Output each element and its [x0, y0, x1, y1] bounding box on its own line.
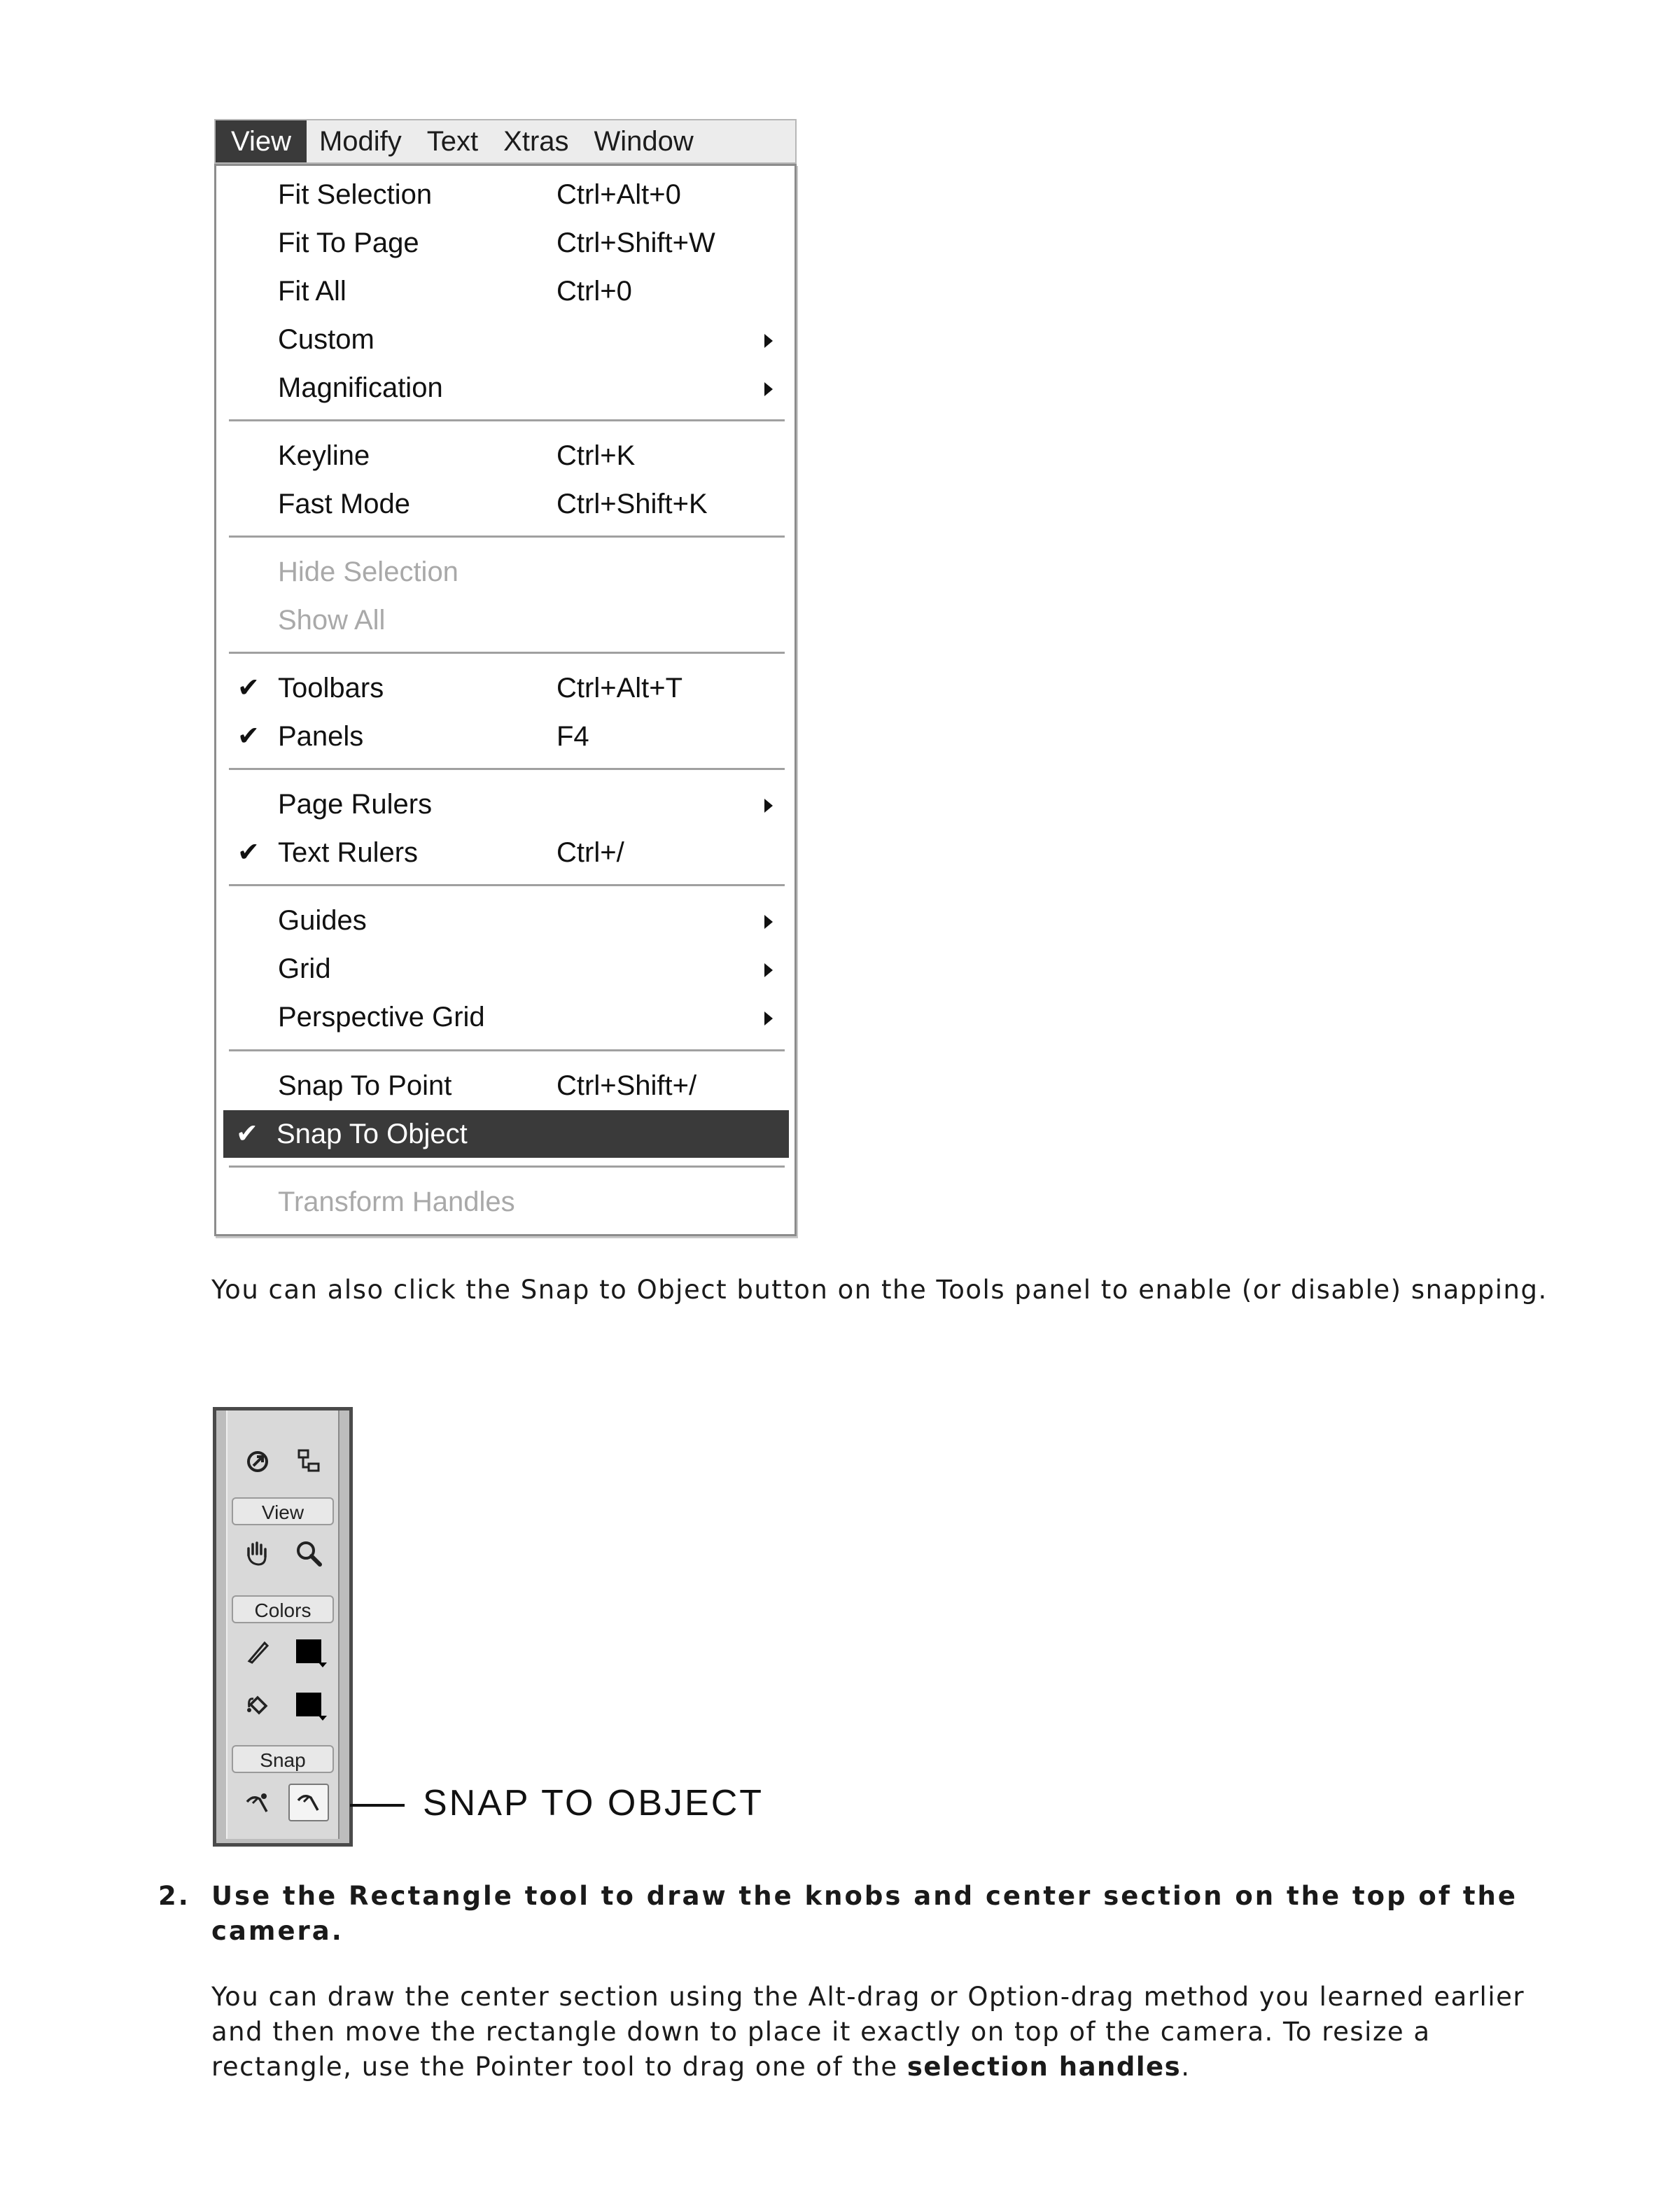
menu-item-toolbars[interactable] — [225, 664, 788, 712]
paragraph-text: You can draw the center section using the Alt-drag or Option-drag method you learned earlier and then move the rectangle down to place it exactly on top of the camera. To resize a rectangle, use the Pointer tool to drag one of the — [211, 1982, 1525, 2082]
menu-item-label: Grid — [278, 953, 331, 984]
callout-snap-to-object: SNAP TO OBJECT — [423, 1783, 764, 1823]
menu-item-label: Fit Selection — [278, 179, 433, 210]
pencil-icon[interactable] — [237, 1632, 278, 1670]
menu-item-label: Fit To Page — [278, 227, 419, 258]
menu-item-guides[interactable] — [225, 897, 788, 944]
menu-item-label: Text Rulers — [278, 837, 419, 868]
menubar-modify[interactable]: Modify — [318, 126, 402, 157]
menu-separator — [229, 884, 785, 886]
menu-item-label: Fit All — [278, 276, 346, 307]
checkmark-icon: ✔ — [237, 673, 260, 703]
submenu-arrow-icon — [764, 799, 773, 813]
view-dropdown-menu — [214, 164, 797, 1236]
checkmark-icon: ✔ — [237, 838, 260, 867]
menu-item-snap-to-point[interactable] — [225, 1062, 788, 1110]
menu-item-label: Fast Mode — [278, 489, 410, 519]
menu-item-label: Snap To Point — [278, 1070, 452, 1101]
menu-item-shortcut: Ctrl+K — [556, 440, 636, 471]
menu-item-shortcut: Ctrl+Shift+K — [556, 489, 708, 519]
checkmark-icon: ✔ — [237, 722, 260, 751]
menu-item-shortcut: Ctrl+Shift+W — [556, 227, 715, 258]
menu-item-shortcut: Ctrl+Alt+T — [556, 673, 683, 704]
menu-item-panels[interactable] — [225, 713, 788, 760]
snap-to-point-icon[interactable] — [237, 1784, 278, 1821]
menu-item-label: Guides — [278, 905, 367, 936]
menu-item-shortcut: Ctrl+/ — [556, 837, 624, 868]
menu-item-fit-all[interactable] — [225, 267, 788, 315]
menu-separator — [229, 1166, 785, 1168]
menu-item-label: Custom — [278, 324, 374, 355]
tools-section-colors: Colors — [232, 1595, 334, 1623]
tools-row-view — [232, 1531, 334, 1576]
submenu-arrow-icon — [764, 382, 773, 396]
menu-item-shortcut: Ctrl+Shift+/ — [556, 1070, 697, 1101]
menu-item-hide-selection — [225, 548, 788, 596]
menubar-text[interactable]: Text — [426, 126, 479, 157]
tools-panel-body — [226, 1410, 340, 1839]
paragraph-snap-button: You can also click the Snap to Object button on the Tools panel to enable (or disable) snapping. — [211, 1275, 1548, 1305]
menu-item-perspective-grid[interactable] — [225, 993, 788, 1041]
stroke-swatch[interactable] — [288, 1632, 329, 1670]
menu-item-grid[interactable] — [225, 945, 788, 993]
menu-item-show-all — [225, 596, 788, 644]
tools-row-snap — [232, 1780, 334, 1825]
menu-item-label: Transform Handles — [278, 1186, 515, 1217]
menu-item-label: Show All — [278, 605, 386, 636]
menu-item-snap-to-object[interactable] — [223, 1110, 789, 1158]
tools-partial-row — [232, 1416, 334, 1426]
submenu-arrow-icon — [764, 1011, 773, 1026]
menu-item-custom[interactable] — [225, 316, 788, 363]
menu-separator — [229, 1049, 785, 1051]
menu-item-label: Perspective Grid — [278, 1002, 485, 1032]
menubar-window[interactable]: Window — [594, 126, 694, 157]
menu-separator — [229, 652, 785, 654]
menu-item-keyline[interactable] — [225, 432, 788, 479]
menubar-xtras[interactable]: Xtras — [503, 126, 569, 157]
group-icon[interactable] — [288, 1442, 329, 1480]
menu-item-page-rulers[interactable] — [225, 780, 788, 828]
menu-item-shortcut: Ctrl+0 — [556, 276, 632, 307]
tools-row-fill — [232, 1682, 334, 1727]
paragraph-text-end: . — [1181, 2052, 1191, 2082]
menu-item-shortcut: Ctrl+Alt+0 — [556, 179, 681, 210]
menu-item-magnification[interactable] — [225, 364, 788, 412]
fill-swatch[interactable] — [288, 1686, 329, 1723]
menu-item-fit-to-page[interactable] — [225, 219, 788, 267]
menu-item-label: Toolbars — [278, 673, 384, 704]
step-number: 2. — [158, 1881, 190, 1911]
fill-color-swatch — [296, 1693, 321, 1716]
menu-separator — [229, 419, 785, 421]
submenu-arrow-icon — [764, 915, 773, 929]
menubar — [214, 119, 797, 164]
menu-item-shortcut: F4 — [556, 721, 589, 752]
snap-to-object-icon[interactable] — [288, 1784, 329, 1821]
tools-row-stroke — [232, 1629, 334, 1674]
menu-item-label: Panels — [278, 721, 364, 752]
menu-item-text-rulers[interactable] — [225, 829, 788, 876]
submenu-arrow-icon — [764, 334, 773, 348]
link-icon[interactable] — [237, 1442, 278, 1480]
tools-panel-screenshot — [213, 1407, 353, 1847]
menu-item-label: Hide Selection — [278, 556, 458, 587]
menu-separator — [229, 536, 785, 538]
paint-bucket-icon[interactable] — [237, 1686, 278, 1723]
menu-separator — [229, 768, 785, 770]
menu-item-label: Magnification — [278, 372, 443, 403]
stroke-color-swatch — [296, 1639, 321, 1663]
tools-section-snap: Snap — [232, 1745, 334, 1773]
tools-section-view: View — [232, 1497, 334, 1525]
menu-item-fit-selection[interactable] — [225, 171, 788, 218]
step-instruction: Use the Rectangle tool to draw the knobs and center section on the top of the camera. — [211, 1881, 1518, 1946]
view-menu-screenshot — [214, 119, 797, 1236]
callout-leader-line — [350, 1804, 405, 1807]
tools-row-link — [232, 1438, 334, 1483]
menu-item-transform-handles — [225, 1178, 788, 1226]
menubar-view[interactable]: View — [216, 120, 307, 162]
paragraph-resize-rectangle — [211, 1980, 1562, 2085]
menu-item-label: Page Rulers — [278, 789, 433, 820]
zoom-icon[interactable] — [288, 1534, 329, 1572]
menu-item-fast-mode[interactable] — [225, 480, 788, 528]
submenu-arrow-icon — [764, 963, 773, 977]
checkmark-icon: ✔ — [236, 1119, 258, 1149]
term-selection-handles: selection handles — [906, 2052, 1182, 2082]
menu-item-label: Snap To Object — [276, 1119, 468, 1149]
menu-item-label: Keyline — [278, 440, 370, 471]
hand-icon[interactable] — [237, 1534, 278, 1572]
